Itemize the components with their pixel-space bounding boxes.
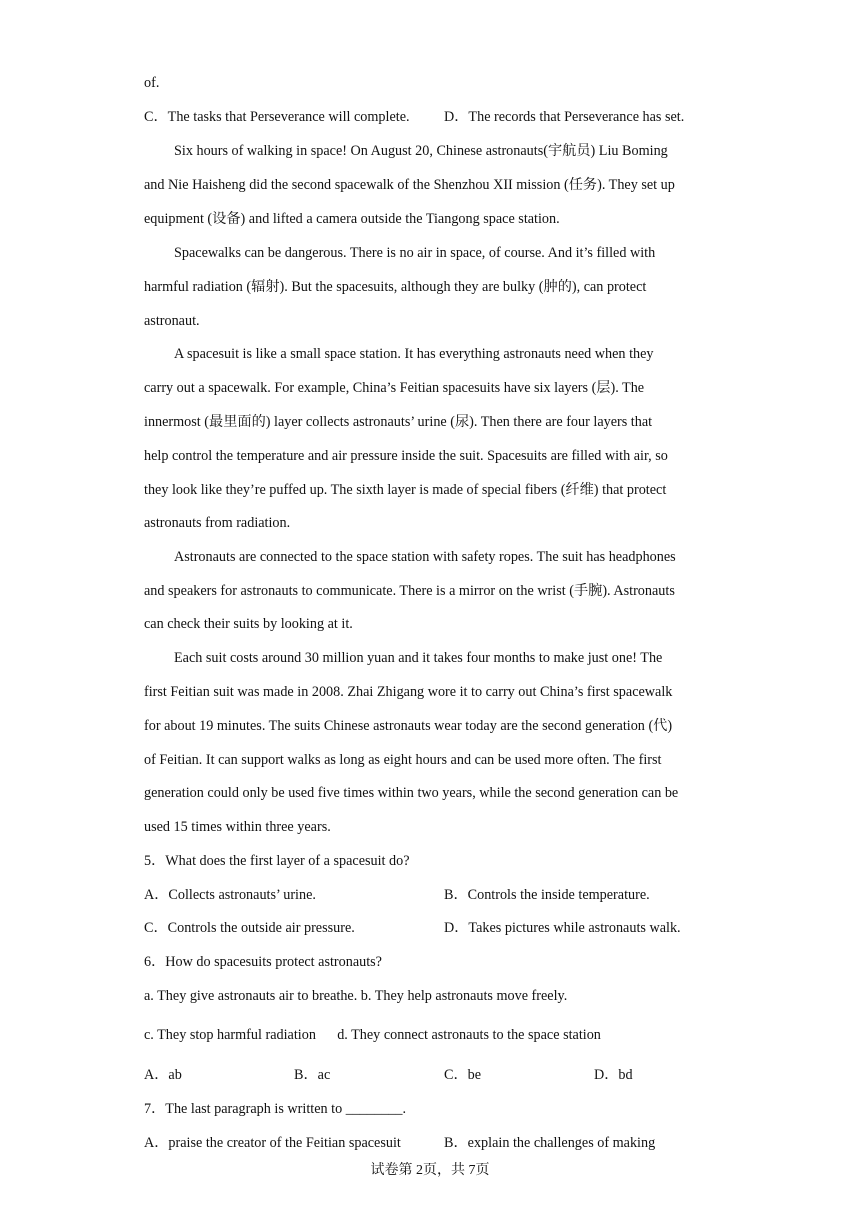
question-6-option-a: A．ab: [144, 1067, 182, 1083]
paragraph-line: and Nie Haisheng did the second spacewalk of the Shenzhou XII mission (任务). They set up: [144, 177, 675, 193]
question-5-stem: 5．What does the first layer of a spacesuit do?: [144, 853, 410, 869]
option-d-prev: D．The records that Perseverance has set.: [444, 109, 685, 125]
question-5-option-c: C．Controls the outside air pressure.: [144, 920, 355, 936]
paragraph-line: used 15 times within three years.: [144, 819, 331, 835]
paragraph-line: first Feitian suit was made in 2008. Zhai Zhigang wore it to carry out China’s first spacewalk: [144, 684, 673, 700]
text-line: of.: [144, 75, 160, 91]
question-7-stem: 7．The last paragraph is written to ________.: [144, 1101, 407, 1117]
question-6-option-d: D．bd: [594, 1067, 633, 1083]
paragraph-line: Six hours of walking in space! On August 20, Chinese astronauts(宇航员) Liu Boming: [174, 143, 668, 159]
paragraph-line: can check their suits by looking at it.: [144, 616, 353, 632]
paragraph-line: Each suit costs around 30 million yuan and it takes four months to make just one! The: [174, 650, 663, 666]
question-6-option-b: B．ac: [294, 1067, 331, 1083]
paragraph-line: for about 19 minutes. The suits Chinese astronauts wear today are the second generation (代): [144, 718, 673, 734]
question-6-stem: 6．How do spacesuits protect astronauts?: [144, 954, 382, 970]
paragraph-line: generation could only be used five times within two years, while the second generation can be: [144, 785, 679, 801]
paragraph-line: Spacewalks can be dangerous. There is no air in space, of course. And it’s filled with: [174, 245, 656, 261]
question-6-statements-cd: c. They stop harmful radiation d. They connect astronauts to the space station: [144, 1027, 601, 1043]
paragraph-line: and speakers for astronauts to communicate. There is a mirror on the wrist (手腕). Astronauts: [144, 583, 675, 599]
paragraph-line: astronaut.: [144, 313, 200, 329]
paragraph-line: Astronauts are connected to the space station with safety ropes. The suit has headphones: [174, 549, 676, 565]
question-6-statements-ab: a. They give astronauts air to breathe. b. They help astronauts move freely.: [144, 988, 568, 1004]
question-7-option-a: A．praise the creator of the Feitian spacesuit: [144, 1135, 401, 1151]
option-c-prev: C．The tasks that Perseverance will complete.: [144, 109, 410, 125]
paragraph-line: innermost (最里面的) layer collects astronauts’ urine (尿). Then there are four layers that: [144, 414, 653, 430]
paragraph-line: carry out a spacewalk. For example, China’s Feitian spacesuits have six layers (层). The: [144, 380, 645, 396]
page-footer: 试卷第 2页，共 7页: [370, 1163, 490, 1178]
paragraph-line: harmful radiation (辐射). But the spacesuits, although they are bulky (肿的), can protect: [144, 279, 647, 295]
paragraph-line: astronauts from radiation.: [144, 515, 291, 531]
question-5-option-d: D．Takes pictures while astronauts walk.: [444, 920, 681, 936]
paragraph-line: of Feitian. It can support walks as long as eight hours and can be used more often. The first: [144, 752, 662, 768]
paragraph-line: A spacesuit is like a small space station. It has everything astronauts need when they: [174, 346, 654, 362]
question-5-option-b: B．Controls the inside temperature.: [444, 887, 650, 903]
paragraph-line: they look like they’re puffed up. The sixth layer is made of special fibers (纤维) that protect: [144, 482, 667, 498]
paragraph-line: help control the temperature and air pressure inside the suit. Spacesuits are filled with air, so: [144, 448, 668, 464]
question-6-option-c: C．be: [444, 1067, 482, 1083]
paragraph-line: equipment (设备) and lifted a camera outside the Tiangong space station.: [144, 211, 560, 227]
question-5-option-a: A．Collects astronauts’ urine.: [144, 887, 316, 903]
question-7-option-b: B．explain the challenges of making: [444, 1135, 656, 1151]
